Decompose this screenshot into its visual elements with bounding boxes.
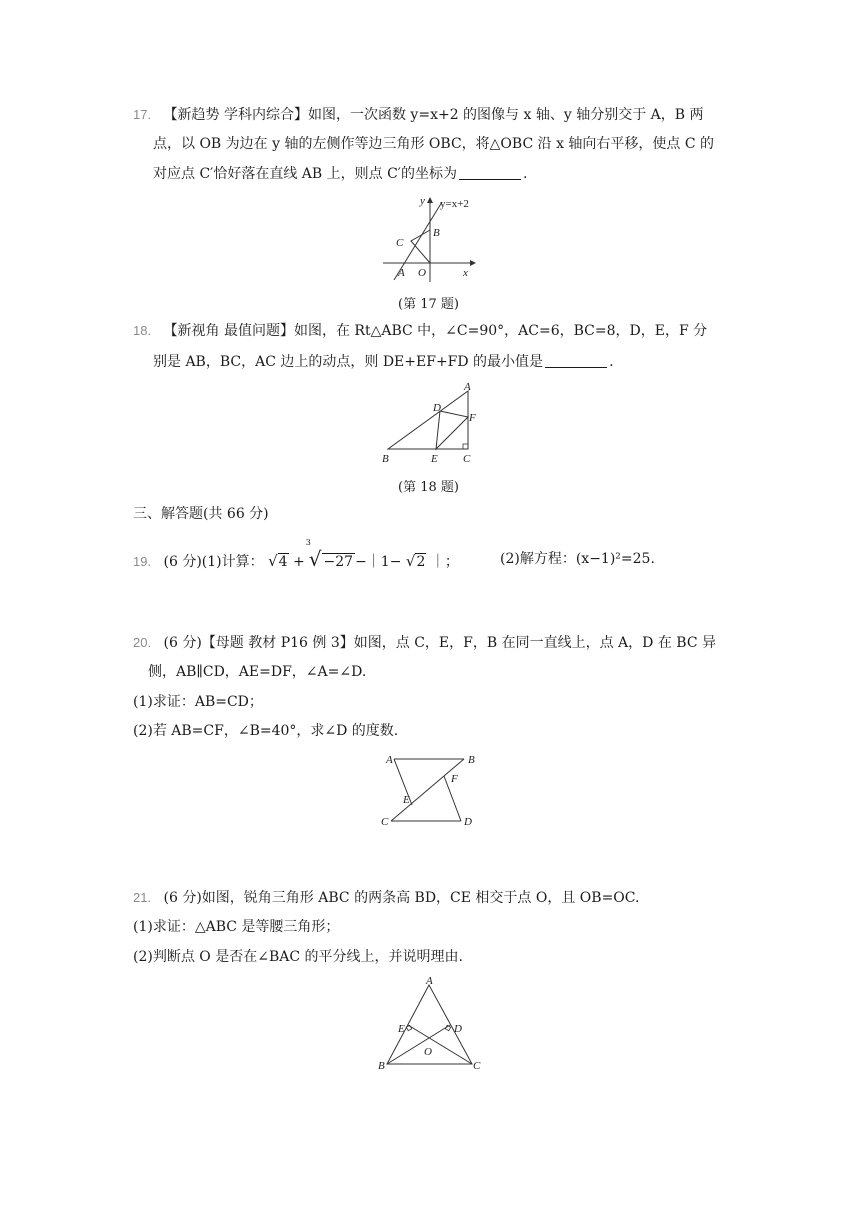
label-E: E [403,794,410,806]
x-axis-arrow-icon [470,260,476,266]
label-A: A [464,381,471,393]
q19-part1-prefix: (6 分)(1)计算： [163,554,264,570]
cube-root-radicand: −27 [323,554,354,570]
section-3-heading: 三、解答题(共 66 分) [133,506,269,522]
q21-text-1: (6 分)如图，锐角三角形 ABC 的两条高 BD，CE 相交于点 O，且 OB=OC. [163,890,640,906]
label-D: D [454,1023,462,1035]
segment-cb [391,759,464,821]
q19-line [133,538,459,573]
label-A: A [386,754,393,766]
q18-figure [378,380,478,466]
q18-caption: (第 18 题) [398,480,459,495]
q17-line3 [153,164,527,184]
cube-root-index: 3 [305,538,311,547]
right-angle-mark-d [445,1025,450,1030]
plus-sign: + [293,554,305,570]
q19-number: 19. [133,554,152,569]
triangle-abc [388,391,468,449]
q19-part2: (2)解方程：(x−1)²=25. [500,551,655,567]
q18-text-2: 别是 AB，BC，AC 边上的动点，则 DE+EF+FD 的最小值是 [153,354,544,370]
label-B: B [433,227,440,239]
q20-text-2: 侧，AB∥CD，AE=DF，∠A=∠D. [148,664,367,680]
q21-line1 [133,888,639,908]
q20-sub1: (1)求证：AB=CD； [133,694,263,710]
q17-text-1: 【新趋势 学科内综合】如图，一次函数 y=x+2 的图像与 x 轴、y 轴分别交于 A，B 两 [163,107,704,123]
q20-text-1: (6 分)【母题 教材 P16 例 3】如图，点 C，E，F，B 在同一直线上，点 A，D 在 BC 异 [163,635,716,651]
q18-line1 [133,321,707,341]
label-B: B [378,1060,385,1072]
q21-figure [376,975,486,1075]
q18-answer-blank[interactable] [545,353,607,368]
q17-caption: (第 17 题) [398,297,459,312]
label-F: F [469,412,476,424]
label-C: C [396,237,404,249]
label-O: O [424,1046,432,1058]
q18-number: 18. [133,323,152,338]
q21-sub1: (1)求证：△ABC 是等腰三角形； [133,919,340,935]
cube-root: 3 √ −27 [305,538,354,571]
q18-end: . [609,354,614,370]
q18-line2 [153,352,614,372]
label-C: C [473,1060,481,1072]
label-eq: y=x+2 [440,198,469,210]
label-C: C [463,453,471,465]
q21-sub2: (2)判断点 O 是否在∠BAC 的平分线上，并说明理由. [133,949,463,965]
q20-figure [378,750,484,828]
label-E: E [431,453,438,465]
q17-number: 17. [133,107,152,122]
q18-text-1: 【新视角 最值问题】如图，在 Rt△ABC 中，∠C=90°，AC=6，BC=8，D，E，F 分 [163,323,708,339]
label-y: y [420,195,425,207]
q17-text-3: 对应点 C′恰好落在直线 AB 上，则点 C′的坐标为 [153,166,457,182]
label-F: F [451,773,458,785]
label-A: A [398,267,405,279]
sqrt-2-radicand: 2 [416,554,426,570]
y-axis-arrow-icon [427,197,433,203]
label-x: x [463,267,468,279]
q17-end: . [522,166,528,182]
sqrt-2: √2 [405,552,426,570]
label-B: B [382,453,389,465]
label-D: D [433,402,441,414]
label-O: O [418,267,426,279]
q17-line1 [133,105,704,125]
q20-sub2: (2)若 AB=CF，∠B=40°，求∠D 的度数. [133,723,399,739]
q20-line1 [133,633,716,653]
triangle-def [436,411,468,449]
q17-text-2: 点，以 OB 为边在 y 轴的左侧作等边三角形 OBC，将△OBC 沿 x 轴向右平移，使点 C 的 [153,136,715,152]
label-C: C [381,816,389,828]
q17-answer-blank[interactable] [459,165,521,180]
abs-end: ｜； [430,554,459,570]
q17-figure [378,194,478,286]
q20-number: 20. [133,635,152,650]
label-A: A [426,975,433,987]
right-angle-mark [463,444,468,449]
label-E: E [398,1023,405,1035]
label-D: D [464,816,472,828]
sqrt-4: √4 [268,552,288,570]
triangle-obc [411,230,430,263]
sqrt-4-radicand: 4 [278,554,288,570]
label-B: B [468,754,475,766]
abs-part: −｜1− [355,554,402,570]
q21-number: 21. [133,890,152,905]
